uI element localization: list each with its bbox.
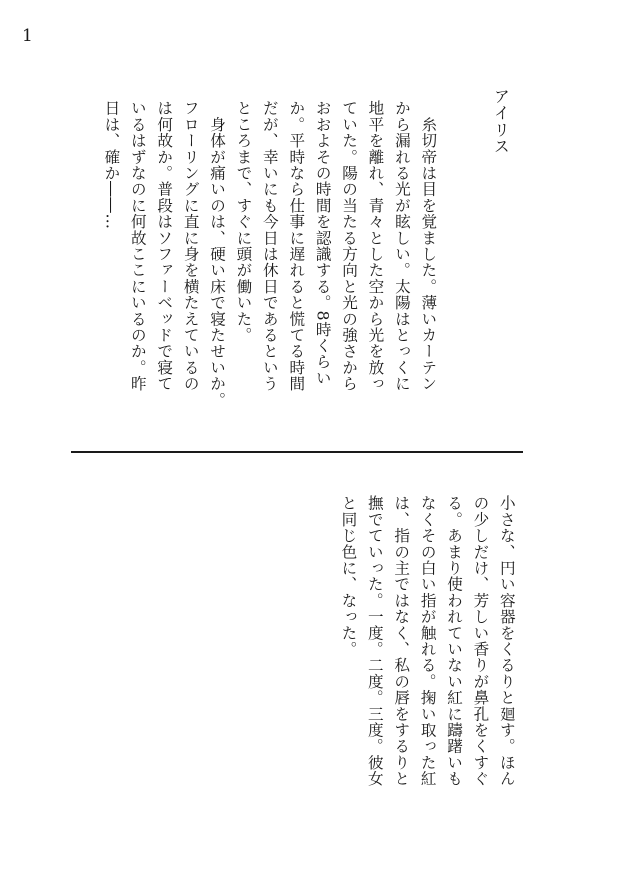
text-line: フローリングに直に身を横たえているの: [181, 100, 200, 392]
text-line: 身体が痛いのは、硬い床で寝たせいか。: [208, 100, 227, 408]
text-line: いるはずなのに何故ここにいるのか。昨: [128, 100, 147, 392]
chapter-title: アイリス: [491, 88, 511, 155]
chapter-body: [98, 100, 441, 430]
text-line: なくその白い指が触れる。掬い取った紅: [418, 495, 437, 787]
page-number: 1: [22, 26, 33, 46]
text-line: ところまで、すぐに頭が働いた。: [234, 100, 253, 343]
text-line: と同じ色に、なった。: [339, 495, 358, 657]
text-line: だが、幸いにも今日は休日であるという: [260, 100, 279, 392]
section-divider: [71, 451, 523, 453]
section2-body: [335, 495, 520, 825]
text-line: 糸切帝は目を覚ました。薄いカーテン: [419, 100, 438, 392]
text-line: ていた。陽の当たる方向と光の強さから: [340, 100, 359, 392]
text-line: 地平を離れ、青々とした空から光を放っ: [366, 100, 385, 392]
text-line: の少しだけ、芳しい香りが鼻孔をくすぐ: [471, 495, 490, 787]
text-line: は、指の主ではなく、私の唇をするりと: [392, 495, 411, 787]
text-line: は何故か。普段はソファーベッドで寝て: [155, 100, 174, 392]
text-line: 日は、確か――…: [102, 100, 121, 230]
text-line: 撫でていった。一度。二度。三度。彼女: [365, 495, 384, 787]
text-line: 小さな、円い容器をくるりと廻す。ほん: [497, 495, 516, 787]
text-line: る。あまり使われていない紅に躊躇いも: [445, 495, 464, 787]
text-line: から漏れる光が眩しい。太陽はとっくに: [392, 100, 411, 392]
text-line: か。平時なら仕事に遅れると慌てる時間: [287, 100, 306, 392]
text-line: おおよその時間を認識する。8時くらい: [313, 100, 332, 386]
